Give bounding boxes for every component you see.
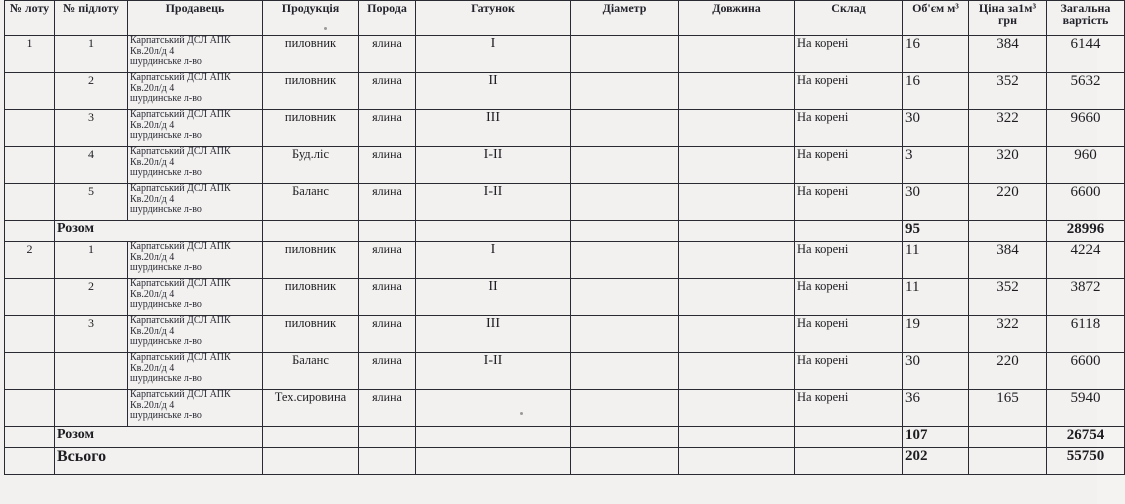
header-lot-no: № лоту (5, 1, 55, 36)
header-product: Продукція (263, 1, 359, 36)
header-grade: Гатунок (416, 1, 571, 36)
price-cell: 220 (969, 184, 1047, 221)
header-row (5, 1, 1125, 36)
lot-number (5, 353, 55, 390)
seller-line1: Карпатський ДСЛ АПК (130, 146, 231, 157)
total-cost-cell: 6600 (1047, 184, 1125, 221)
subtotal-empty (679, 221, 795, 242)
seller-line1: Карпатський ДСЛ АПК (130, 35, 231, 46)
sublot-number: 3 (55, 110, 128, 147)
table-row (5, 73, 1125, 110)
subtotal-empty (5, 427, 55, 448)
table-row (5, 390, 1125, 427)
sublot-number: 1 (55, 36, 128, 73)
species-cell: ялина (359, 242, 416, 279)
subtotal-empty (571, 221, 679, 242)
species-cell: ялина (359, 279, 416, 316)
grade-cell: II (416, 73, 571, 110)
product-cell: пиловник (263, 242, 359, 279)
volume-cell: 30 (903, 353, 969, 390)
scan-speck (324, 27, 327, 30)
warehouse-cell: На корені (795, 184, 903, 221)
diameter-cell (571, 316, 679, 353)
product-cell: пиловник (263, 110, 359, 147)
subtotal-empty (263, 221, 359, 242)
subtotal-label: Розом (55, 221, 263, 242)
species-cell: ялина (359, 110, 416, 147)
subtotal-cost: 26754 (1047, 427, 1125, 448)
diameter-cell (571, 242, 679, 279)
header-diameter: Діаметр (571, 1, 679, 36)
seller-cell (128, 353, 263, 390)
header-seller: Продавець (128, 1, 263, 36)
price-cell: 322 (969, 316, 1047, 353)
subtotal-empty (5, 221, 55, 242)
warehouse-cell: На корені (795, 36, 903, 73)
grand-empty-4 (359, 448, 416, 475)
sublot-number (55, 353, 128, 390)
total-cost-cell: 960 (1047, 147, 1125, 184)
price-cell: 165 (969, 390, 1047, 427)
sublot-number: 4 (55, 147, 128, 184)
length-cell (679, 36, 795, 73)
product-cell: пиловник (263, 36, 359, 73)
seller-line1: Карпатський ДСЛ АПК (130, 352, 231, 363)
header-warehouse: Склад (795, 1, 903, 36)
seller-line3: шурдинське л-во (130, 130, 202, 141)
diameter-cell (571, 110, 679, 147)
seller-cell (128, 184, 263, 221)
seller-line3: шурдинське л-во (130, 204, 202, 215)
seller-line2: Кв.20л/д 4 (130, 399, 175, 411)
total-cost-cell: 9660 (1047, 110, 1125, 147)
subtotal-empty (969, 221, 1047, 242)
total-cost-cell: 5632 (1047, 73, 1125, 110)
total-cost-cell: 6600 (1047, 353, 1125, 390)
seller-line3: шурдинське л-во (130, 410, 202, 421)
product-cell: Буд.ліс (263, 147, 359, 184)
grand-empty-3 (263, 448, 359, 475)
grand-total-label: Всього (55, 448, 263, 475)
warehouse-cell: На корені (795, 110, 903, 147)
lot-number: 2 (5, 242, 55, 279)
grade-cell: I (416, 36, 571, 73)
warehouse-cell: На корені (795, 390, 903, 427)
species-cell: ялина (359, 353, 416, 390)
grade-cell: III (416, 110, 571, 147)
diameter-cell (571, 390, 679, 427)
sublot-number: 1 (55, 242, 128, 279)
volume-cell: 30 (903, 110, 969, 147)
seller-line3: шурдинське л-во (130, 93, 202, 104)
seller-line3: шурдинське л-во (130, 56, 202, 67)
length-cell (679, 279, 795, 316)
grand-empty-10 (969, 448, 1047, 475)
seller-line1: Карпатський ДСЛ АПК (130, 241, 231, 252)
seller-cell (128, 316, 263, 353)
lot-number (5, 316, 55, 353)
grand-empty-5 (416, 448, 571, 475)
grand-empty-1 (5, 448, 55, 475)
lot-number (5, 147, 55, 184)
volume-cell: 3 (903, 147, 969, 184)
volume-cell: 11 (903, 279, 969, 316)
total-cost-cell: 4224 (1047, 242, 1125, 279)
price-cell: 384 (969, 36, 1047, 73)
table-row (5, 147, 1125, 184)
length-cell (679, 242, 795, 279)
seller-cell (128, 110, 263, 147)
seller-line1: Карпатський ДСЛ АПК (130, 72, 231, 83)
subtotal-cost: 28996 (1047, 221, 1125, 242)
subtotal-row (5, 427, 1125, 448)
grade-cell: II (416, 279, 571, 316)
grade-cell: I-II (416, 353, 571, 390)
seller-line1: Карпатський ДСЛ АПК (130, 278, 231, 289)
total-cost-cell: 3872 (1047, 279, 1125, 316)
seller-line1: Карпатський ДСЛ АПК (130, 109, 231, 120)
grade-cell (416, 390, 571, 427)
product-cell: пиловник (263, 316, 359, 353)
length-cell (679, 147, 795, 184)
seller-cell (128, 390, 263, 427)
price-cell: 220 (969, 353, 1047, 390)
species-cell: ялина (359, 316, 416, 353)
table-row (5, 242, 1125, 279)
sublot-number: 5 (55, 184, 128, 221)
subtotal-empty (359, 221, 416, 242)
total-cost-cell: 6144 (1047, 36, 1125, 73)
table-row (5, 36, 1125, 73)
subtotal-label: Розом (55, 427, 263, 448)
warehouse-cell: На корені (795, 316, 903, 353)
table-row (5, 316, 1125, 353)
price-cell: 320 (969, 147, 1047, 184)
volume-cell: 30 (903, 184, 969, 221)
product-cell: Баланс (263, 353, 359, 390)
diameter-cell (571, 184, 679, 221)
price-cell: 352 (969, 73, 1047, 110)
price-cell: 352 (969, 279, 1047, 316)
header-species: Порода (359, 1, 416, 36)
header-price: Ціна за1м³ грн (969, 1, 1047, 36)
length-cell (679, 390, 795, 427)
lot-number (5, 279, 55, 316)
price-cell: 384 (969, 242, 1047, 279)
product-cell: Баланс (263, 184, 359, 221)
subtotal-volume: 95 (903, 221, 969, 242)
sublot-number: 3 (55, 316, 128, 353)
header-sublot-no: № підлоту (55, 1, 128, 36)
volume-cell: 19 (903, 316, 969, 353)
seller-line2: Кв.20л/д 4 (130, 193, 175, 205)
species-cell: ялина (359, 390, 416, 427)
subtotal-empty (679, 427, 795, 448)
seller-line3: шурдинське л-во (130, 336, 202, 347)
warehouse-cell: На корені (795, 353, 903, 390)
seller-line2: Кв.20л/д 4 (130, 119, 175, 131)
seller-line2: Кв.20л/д 4 (130, 325, 175, 337)
subtotal-empty (969, 427, 1047, 448)
volume-cell: 36 (903, 390, 969, 427)
table-body (5, 36, 1125, 475)
seller-line3: шурдинське л-во (130, 262, 202, 273)
lot-number (5, 110, 55, 147)
subtotal-empty (359, 427, 416, 448)
seller-line1: Карпатський ДСЛ АПК (130, 315, 231, 326)
header-volume: Об'єм м³ (903, 1, 969, 36)
seller-cell (128, 73, 263, 110)
header-length: Довжина (679, 1, 795, 36)
price-cell: 322 (969, 110, 1047, 147)
seller-line2: Кв.20л/д 4 (130, 45, 175, 57)
diameter-cell (571, 279, 679, 316)
species-cell: ялина (359, 73, 416, 110)
lot-number (5, 184, 55, 221)
header-total-cost: Загальна вартість (1047, 1, 1125, 36)
product-cell: пиловник (263, 279, 359, 316)
seller-line3: шурдинське л-во (130, 167, 202, 178)
warehouse-cell: На корені (795, 279, 903, 316)
species-cell: ялина (359, 36, 416, 73)
length-cell (679, 316, 795, 353)
species-cell: ялина (359, 147, 416, 184)
total-cost-cell: 5940 (1047, 390, 1125, 427)
species-cell: ялина (359, 184, 416, 221)
warehouse-cell: На корені (795, 73, 903, 110)
subtotal-volume: 107 (903, 427, 969, 448)
grand-empty-6 (571, 448, 679, 475)
volume-cell: 11 (903, 242, 969, 279)
seller-line1: Карпатський ДСЛ АПК (130, 183, 231, 194)
grade-cell: I (416, 242, 571, 279)
length-cell (679, 184, 795, 221)
seller-line2: Кв.20л/д 4 (130, 288, 175, 300)
grand-total-cost: 55750 (1047, 448, 1125, 475)
subtotal-empty (416, 221, 571, 242)
total-cost-cell: 6118 (1047, 316, 1125, 353)
seller-cell (128, 242, 263, 279)
length-cell (679, 353, 795, 390)
grand-total-volume: 202 (903, 448, 969, 475)
table-row (5, 184, 1125, 221)
subtotal-empty (795, 221, 903, 242)
lot-number (5, 73, 55, 110)
seller-cell (128, 36, 263, 73)
table-row (5, 279, 1125, 316)
sublot-number: 2 (55, 279, 128, 316)
seller-line2: Кв.20л/д 4 (130, 82, 175, 94)
lot-number (5, 390, 55, 427)
product-cell: Тех.сировина (263, 390, 359, 427)
grand-empty-7 (679, 448, 795, 475)
diameter-cell (571, 353, 679, 390)
diameter-cell (571, 36, 679, 73)
grade-cell: I-II (416, 184, 571, 221)
product-cell: пиловник (263, 73, 359, 110)
sublot-number: 2 (55, 73, 128, 110)
volume-cell: 16 (903, 73, 969, 110)
volume-cell: 16 (903, 36, 969, 73)
diameter-cell (571, 73, 679, 110)
seller-line2: Кв.20л/д 4 (130, 156, 175, 168)
subtotal-empty (571, 427, 679, 448)
length-cell (679, 110, 795, 147)
seller-line2: Кв.20л/д 4 (130, 362, 175, 374)
subtotal-empty (416, 427, 571, 448)
seller-line2: Кв.20л/д 4 (130, 251, 175, 263)
diameter-cell (571, 147, 679, 184)
table-row (5, 110, 1125, 147)
seller-line3: шурдинське л-во (130, 299, 202, 310)
warehouse-cell: На корені (795, 147, 903, 184)
warehouse-cell: На корені (795, 242, 903, 279)
grade-cell: III (416, 316, 571, 353)
subtotal-row (5, 221, 1125, 242)
seller-cell (128, 147, 263, 184)
seller-line3: шурдинське л-во (130, 373, 202, 384)
grand-total-row (5, 448, 1125, 475)
sublot-number (55, 390, 128, 427)
subtotal-empty (795, 427, 903, 448)
seller-cell (128, 279, 263, 316)
length-cell (679, 73, 795, 110)
table-row (5, 353, 1125, 390)
seller-line1: Карпатський ДСЛ АПК (130, 389, 231, 400)
lot-number: 1 (5, 36, 55, 73)
grade-cell: I-II (416, 147, 571, 184)
scan-speck (520, 412, 523, 415)
lots-table (4, 0, 1125, 475)
grand-empty-8 (795, 448, 903, 475)
subtotal-empty (263, 427, 359, 448)
